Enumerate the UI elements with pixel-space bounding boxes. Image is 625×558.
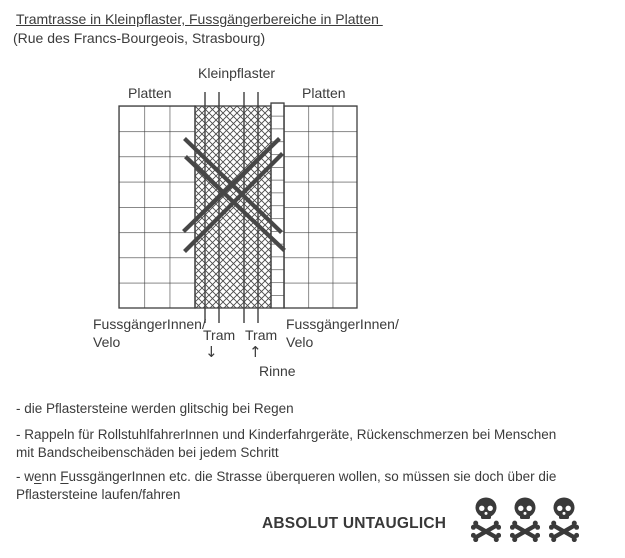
label-pedestrian-left-line1: FussgängerInnen/ (93, 316, 206, 332)
note-line-1: - die Pflastersteine werden glitschig bei Regen (16, 401, 294, 416)
page-subtitle: (Rue des Francs-Bourgeois, Strasbourg) (13, 30, 266, 46)
page-title: Tramtrasse in Kleinpflaster, Fussgängerbereiche in Platten (16, 11, 383, 27)
skull-crossbones-icon (471, 496, 501, 542)
label-pedestrian-left-line2: Velo (93, 334, 121, 350)
note-line-3b: Pflastersteine laufen/fahren (16, 487, 181, 502)
note-line-2b: mit Bandscheibenschäden bei jedem Schritt (16, 445, 279, 460)
down-arrow-icon: ↓ (205, 343, 218, 361)
up-arrow-icon: ↑ (249, 343, 262, 361)
tram-rails (205, 92, 258, 323)
skull-crossbones-icon (549, 496, 579, 542)
platten-grid-right (284, 106, 357, 308)
label-kleinpflaster: Kleinpflaster (198, 65, 276, 81)
label-tram-right: Tram (245, 327, 278, 343)
label-pedestrian-right-line2: Velo (286, 334, 314, 350)
note3-rest: ussgängerInnen etc. die Strasse überqueren wollen, so müssen sie doch über die (68, 469, 557, 484)
note3-prefix: - w (16, 469, 34, 484)
crossed-out-marks (185, 140, 283, 250)
skull-row (471, 496, 579, 542)
label-tram-left: Tram (203, 327, 236, 343)
skull-crossbones-icon (510, 496, 540, 542)
label-platten-right: Platten (302, 85, 346, 101)
note3-underlined-f: F (60, 469, 69, 484)
platten-grid-left (119, 106, 195, 308)
verdict-text: ABSOLUT UNTAUGLICH (262, 515, 447, 532)
kleinpflaster-hatch-area (195, 106, 271, 308)
label-rinne: Rinne (259, 363, 296, 379)
note-line-3a (16, 469, 556, 484)
rinne-gutter-strip (271, 103, 284, 308)
note3-middle: nn (41, 469, 61, 484)
label-platten-left: Platten (128, 85, 172, 101)
label-pedestrian-right-line1: FussgängerInnen/ (286, 316, 399, 332)
note3-underlined-e: e (34, 469, 42, 484)
note-line-2a: - Rappeln für RollstuhlfahrerInnen und Kinderfahrgeräte, Rückenschmerzen bei Menschen (16, 427, 557, 442)
